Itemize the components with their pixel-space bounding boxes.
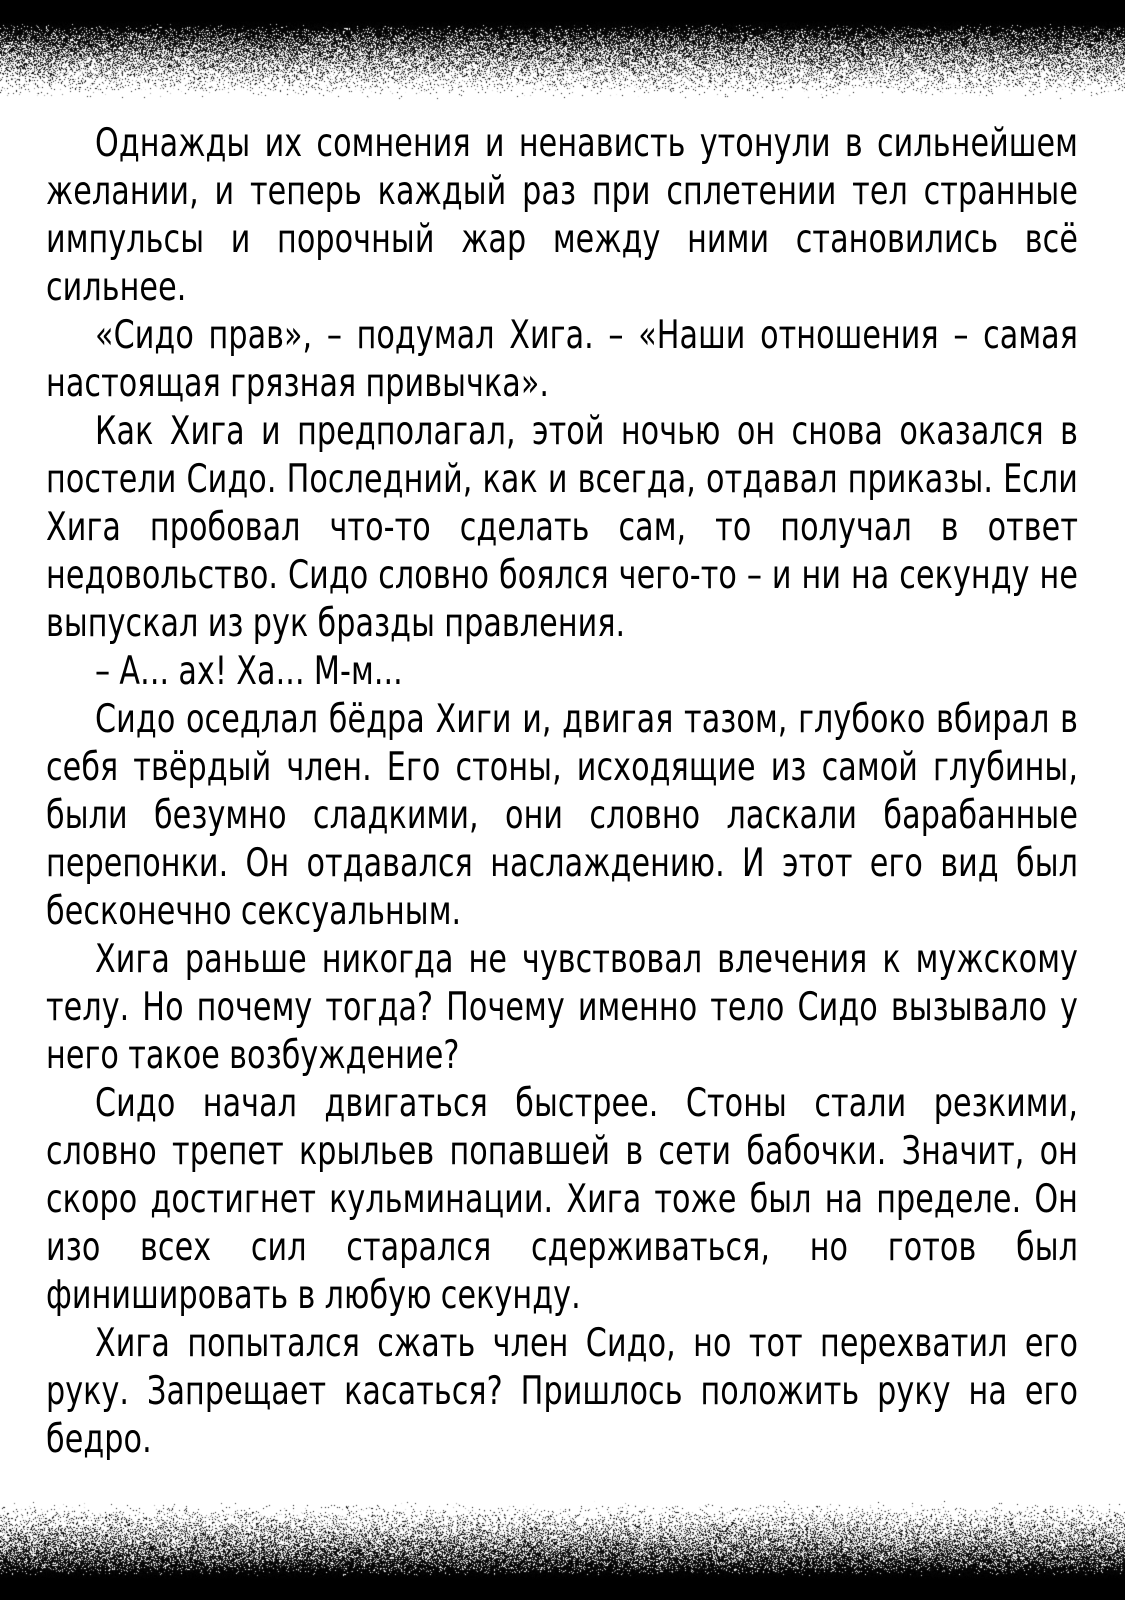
body-paragraph: Сидо оседлал бёдра Хиги и, двигая тазом, глубоко вбирал в себя твёрдый член. Его стоны, исходящие из самой глубины, были безумно сладкими, они словно ласкали барабанные перепонки. Он отдавался наслаждению. И этот его вид был бесконечно сексуальным.: [46, 697, 1078, 934]
bottom-border-solid-bar: [0, 1580, 1125, 1600]
top-border-decoration: [0, 0, 1125, 100]
top-border-noise-gradient: [0, 18, 1125, 100]
body-paragraph: Как Хига и предполагал, этой ночью он снова оказался в постели Сидо. Последний, как и всегда, отдавал приказы. Если Хига пробовал что-то сделать сам, то получал в ответ недовольство. Сидо словно боялся чего-то – и ни на секунду не выпускал из рук бразды правления.: [46, 409, 1078, 646]
bottom-border-decoration: [0, 1500, 1125, 1600]
body-paragraph: Сидо начал двигаться быстрее. Стоны стали резкими, словно трепет крыльев попавшей в сети бабочки. Значит, он скоро достигнет кульминации. Хига тоже был на пределе. Он изо всех сил старался сдерживаться, но готов был финишировать в любую секунду.: [46, 1081, 1078, 1318]
bottom-border-noise-gradient: [0, 1500, 1125, 1582]
body-paragraph: «Сидо прав», – подумал Хига. – «Наши отношения – самая настоящая грязная привычка».: [46, 313, 1078, 406]
body-paragraph: Хига попытался сжать член Сидо, но тот перехватил его руку. Запрещает касаться? Пришлось положить руку на его бедро.: [46, 1321, 1078, 1462]
body-paragraph: Однажды их сомнения и ненависть утонули в сильнейшем желании, и теперь каждый раз при сплетении тел странные импульсы и порочный жар между ними становились всё сильнее.: [46, 121, 1078, 310]
body-paragraph: Хига раньше никогда не чувствовал влечения к мужскому телу. Но почему тогда? Почему именно тело Сидо вызывало у него такое возбуждение?: [46, 937, 1078, 1078]
top-border-solid-bar: [0, 0, 1125, 20]
body-text-block: [46, 120, 1078, 1464]
body-paragraph: – А... ах! Ха... М-м...: [95, 649, 403, 694]
